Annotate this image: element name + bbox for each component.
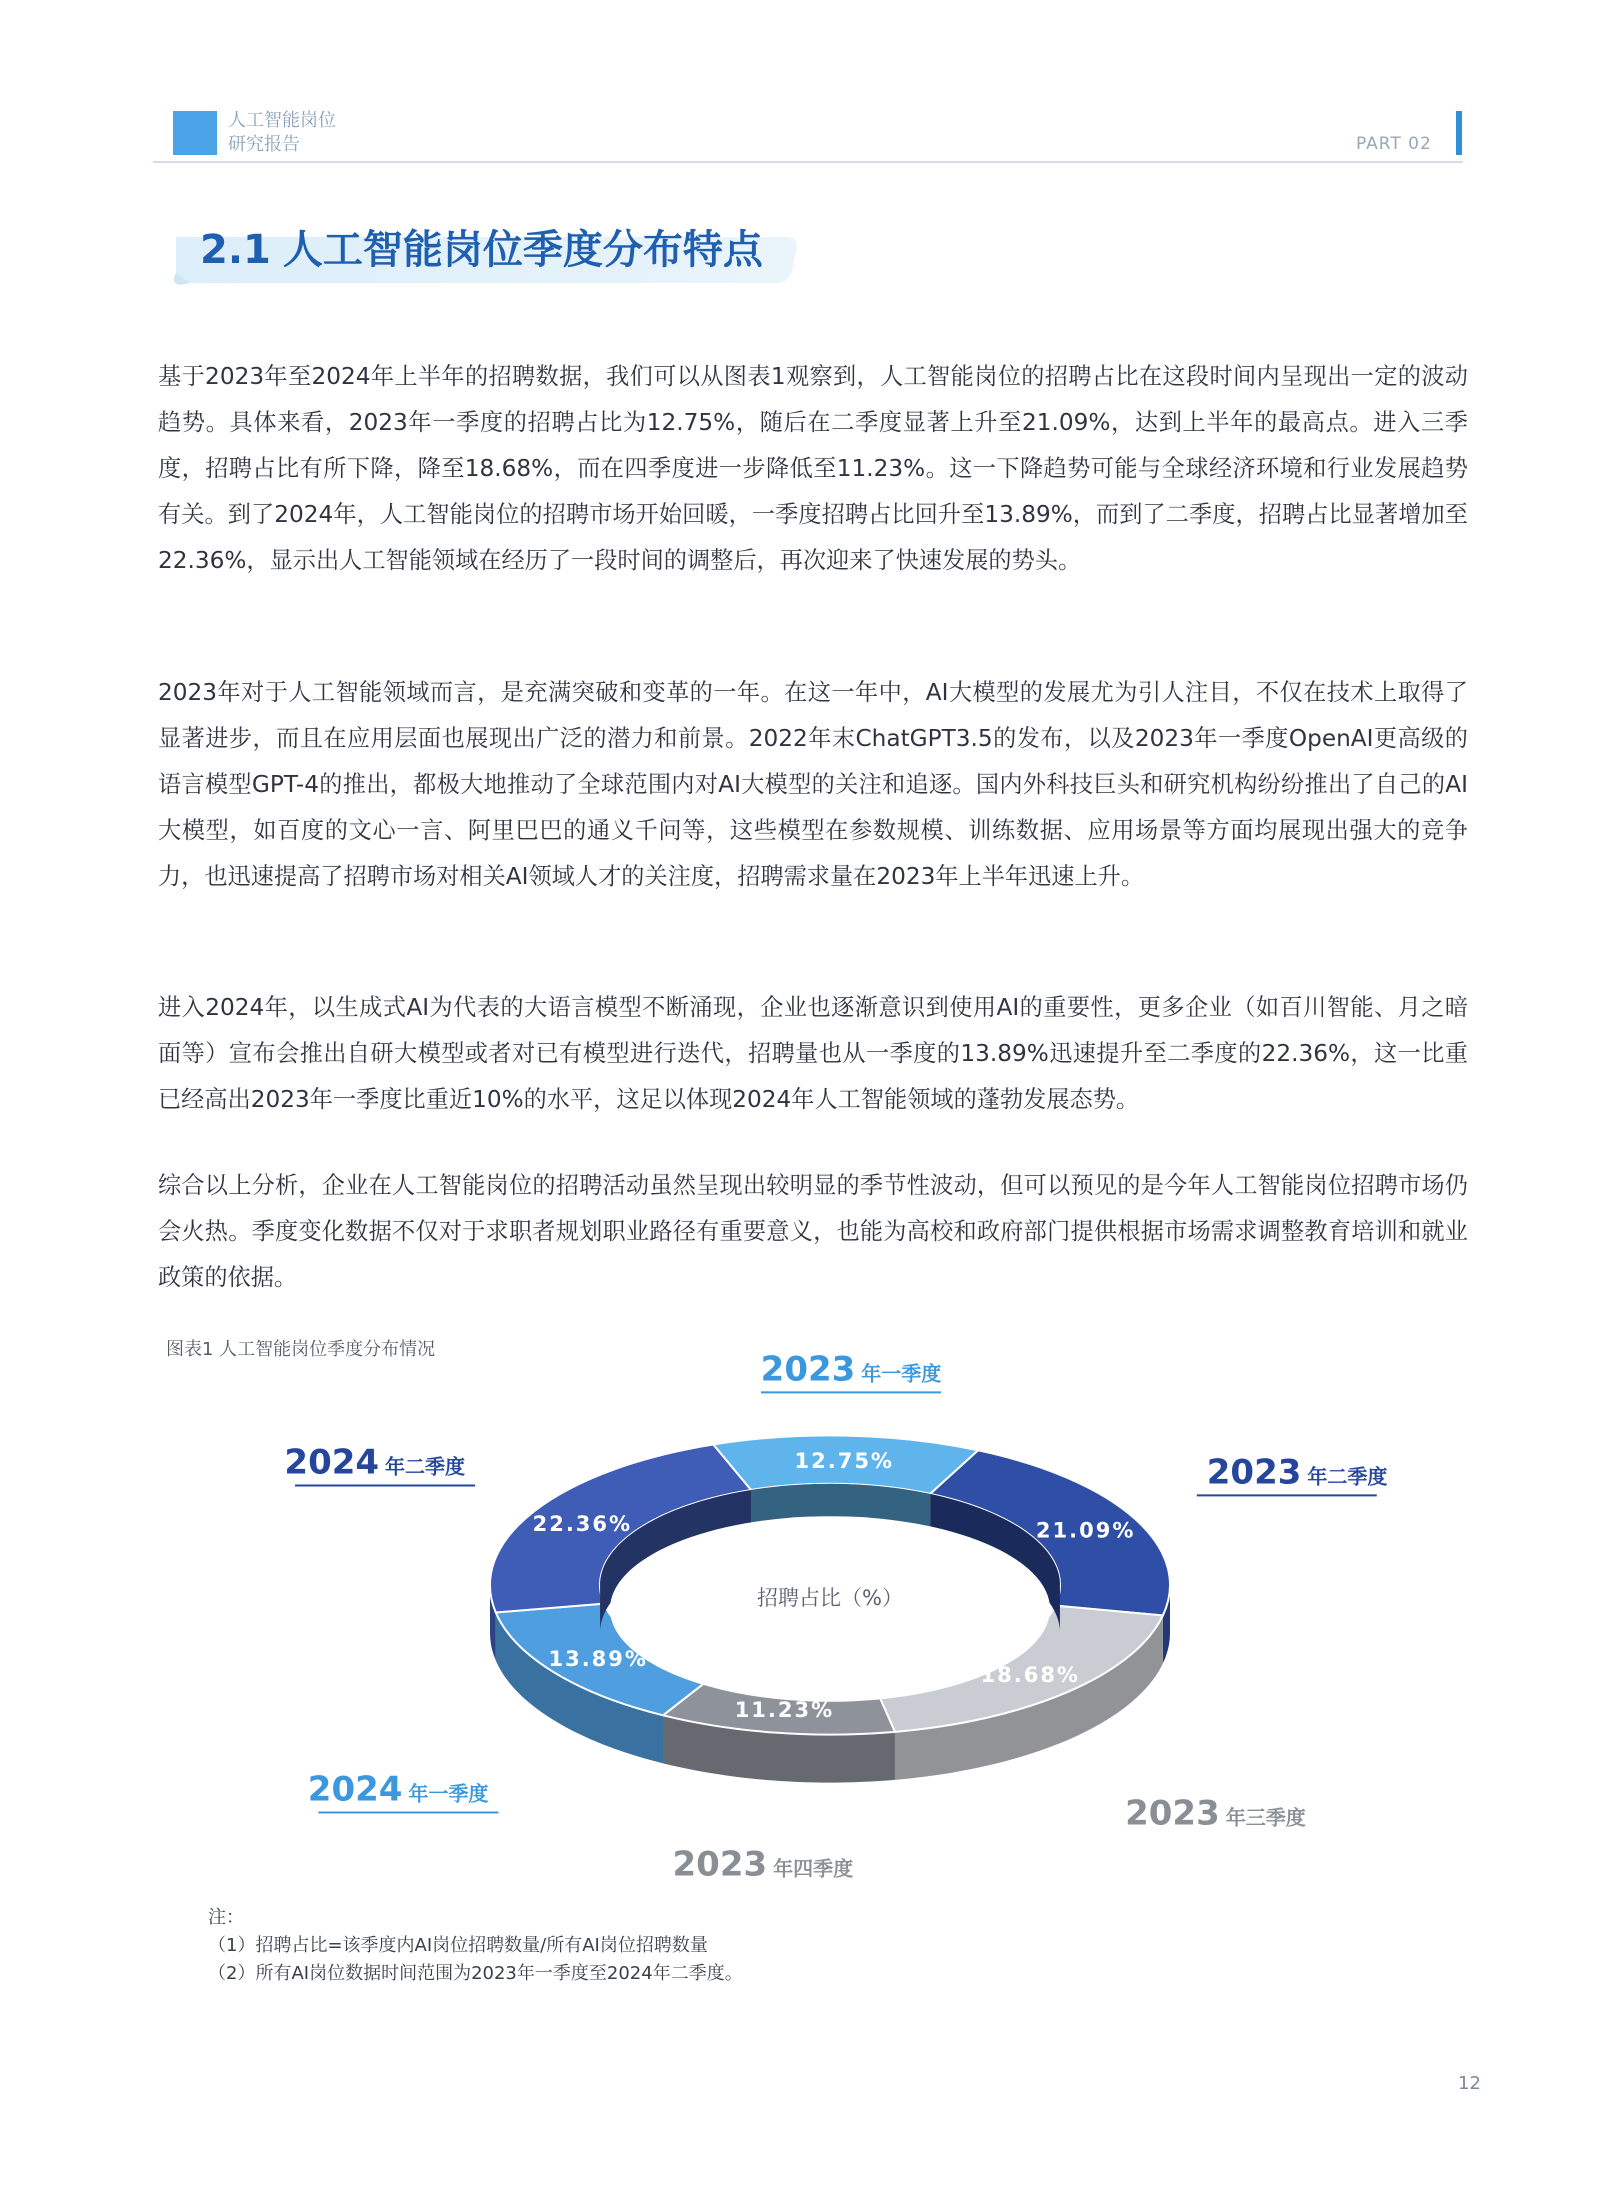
slice-value-label-3: 11.23% (734, 1697, 835, 1722)
section-number: 2.1 (200, 227, 271, 273)
slice-value-label-5: 22.36% (532, 1511, 633, 1536)
slice-value-label-0: 12.75% (794, 1448, 894, 1473)
quarterly-distribution-donut-chart (260, 1349, 1400, 1885)
callout-year-2: 2023 (1125, 1793, 1220, 1834)
notes (208, 1904, 743, 1988)
callout-label-1 (1207, 1452, 1388, 1492)
header-title-line2: 研究报告 (228, 134, 300, 155)
header-divider (153, 161, 1463, 163)
header-accent-bar (1456, 111, 1462, 155)
header-logo-block (173, 111, 217, 155)
callout-quarter-0: 年一季度 (861, 1361, 942, 1386)
paragraph-1: 基于2023年至2024年上半年的招聘数据，我们可以从图表1观察到，人工智能岗位的招聘占比在这段时间内呈现出一定的波动趋势。具体来看，2023年一季度的招聘占比为12.75%，随后在二季度显著上升至21.09%，达到上半年的最高点。进入三季度，招聘占比有所下降，降至18.68%，而在四季度进一步降低至11.23%。这一下降趋势可能与全球经济环境和行业发展趋势有关。到了2024年，人工智能岗位的招聘市场开始回暖，一季度招聘占比回升至13.89%，而到了二季度，招聘占比显著增加至22.36%，显示出人工智能领域在经历了一段时间的调整后，再次迎来了快速发展的势头。 (158, 363, 1468, 574)
callout-label-0 (761, 1349, 942, 1389)
section-title-text: 人工智能岗位季度分布特点 (282, 227, 763, 273)
callout-quarter-5: 年二季度 (385, 1454, 466, 1479)
callout-quarter-1: 年二季度 (1307, 1464, 1388, 1489)
callout-quarter-2: 年三季度 (1225, 1805, 1306, 1830)
callout-label-4 (308, 1770, 489, 1810)
header-part-label: PART 02 (1356, 134, 1432, 154)
note-item-1: （1）招聘占比=该季度内AI岗位招聘数量/所有AI岗位招聘数量 (208, 1935, 708, 1956)
header-title-line1: 人工智能岗位 (228, 110, 336, 131)
callout-year-3: 2023 (672, 1844, 768, 1885)
slice-value-label-1: 21.09% (1035, 1518, 1136, 1543)
callout-quarter-4: 年一季度 (408, 1781, 489, 1806)
paragraph-2: 2023年对于人工智能领域而言，是充满突破和变革的一年。在这一年中，AI大模型的发展尤为引人注目，不仅在技术上取得了显著进步，而且在应用层面也展现出广泛的潜力和前景。2022年末ChatGPT3.5的发布，以及2023年一季度OpenAI更高级的语言模型GPT-4的推出，都极大地推动了全球范围内对AI大模型的关注和追逐。国内外科技巨头和研究机构纷纷推出了自己的AI大模型，如百度的文心一言、阿里巴巴的通义千问等，这些模型在参数规模、训练数据、应用场景等方面均展现出强大的竞争力，也迅速提高了招聘市场对相关AI领域人才的关注度，招聘需求量在2023年上半年迅速上升。 (158, 679, 1468, 890)
section-title (200, 222, 763, 278)
notes-heading: 注： (208, 1907, 244, 1928)
callout-year-1: 2023 (1206, 1452, 1302, 1493)
callout-year-5: 2024 (284, 1442, 380, 1483)
chart-center-label: 招聘占比（%） (757, 1586, 903, 1610)
figure-caption: 图表1 人工智能岗位季度分布情况 (166, 1339, 436, 1360)
paragraph-3: 进入2024年，以生成式AI为代表的大语言模型不断涌现，企业也逐渐意识到使用AI的重要性，更多企业（如百川智能、月之暗面等）宣布会推出自研大模型或者对已有模型进行迭代，招聘量也从一季度的13.89%迅速提升至二季度的22.36%，这一比重已经高出2023年一季度比重近10%的水平，这足以体现2024年人工智能领域的蓬勃发展态势。 (158, 994, 1468, 1113)
slice-value-label-2: 18.68% (980, 1663, 1080, 1688)
page-number: 12 (1458, 2073, 1481, 2094)
slice-value-label-4: 13.89% (548, 1646, 648, 1671)
paragraph-4: 综合以上分析，企业在人工智能岗位的招聘活动虽然呈现出较明显的季节性波动，但可以预见的是今年人工智能岗位招聘市场仍会火热。季度变化数据不仅对于求职者规划职业路径有重要意义，也能为高校和政府部门提供根据市场需求调整教育培训和就业政策的依据。 (158, 1172, 1468, 1291)
callout-quarter-3: 年四季度 (773, 1856, 854, 1881)
callout-year-0: 2023 (760, 1349, 856, 1390)
callout-label-5 (284, 1443, 465, 1483)
callout-year-4: 2024 (307, 1769, 403, 1810)
callout-label-3 (673, 1844, 854, 1884)
note-item-2: （2）所有AI岗位数据时间范围为2023年一季度至2024年二季度。 (208, 1963, 743, 1984)
callout-label-2 (1125, 1793, 1306, 1833)
